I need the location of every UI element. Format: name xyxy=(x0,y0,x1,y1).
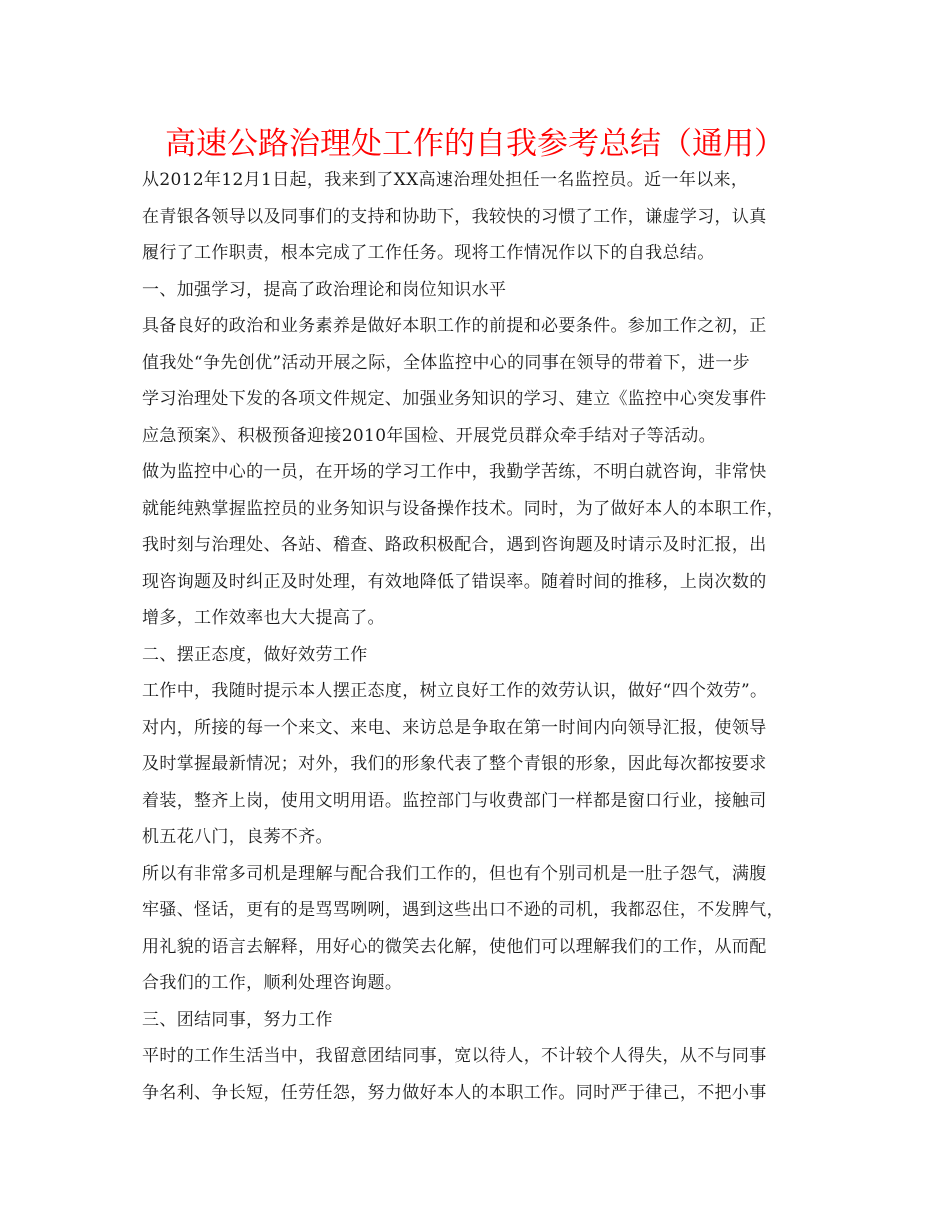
paragraph-line: 学习治理处下发的各项文件规定、加强业务知识的学习、建立《监控中心突发事件 xyxy=(142,389,767,409)
paragraph-line: 从2012年12月1日起，我来到了XX高速治理处担任一名监控员。近一年以来， xyxy=(142,170,749,190)
paragraph-line: 应急预案》、积极预备迎接2010年国检、开展党员群众牵手结对子等活动。 xyxy=(142,425,717,446)
paragraph-line: 在青银各领导以及同事们的支持和协助下，我较快的习惯了工作，谦虚学习，认真 xyxy=(142,206,767,227)
paragraph-line: 着装，整齐上岗，使用文明用语。监控部门与收费部门一样都是窗口行业，接触司 xyxy=(142,790,767,811)
paragraph-line: 用礼貌的语言去解释，用好心的微笑去化解，使他们可以理解我们的工作，从而配 xyxy=(142,936,767,957)
paragraph-line: 我时刻与治理处、各站、稽查、路政积极配合，遇到咨询题及时请示及时汇报，出 xyxy=(142,535,767,555)
paragraph-line: 及时掌握最新情况；对外，我们的形象代表了整个青银的形象，因此每次都按要求 xyxy=(142,754,767,774)
paragraph-line: 牢骚、怪话，更有的是骂骂咧咧，遇到这些出口不逊的司机，我都忍住，不发脾气， xyxy=(142,900,784,920)
document-body xyxy=(142,162,832,1111)
section-heading: 三、团结同事，努力工作 xyxy=(142,1009,333,1030)
paragraph-line: 平时的工作生活当中，我留意团结同事，宽以待人，不计较个人得失，从不与同事 xyxy=(142,1046,767,1066)
paragraph-line: 就能纯熟掌握监控员的业务知识与设备操作技术。同时，为了做好本人的本职工作， xyxy=(142,498,784,519)
document-title: 高速公路治理处工作的自我参考总结（通用） xyxy=(165,126,785,162)
paragraph-line: 争名利、争长短，任劳任怨，努力做好本人的本职工作。同时严于律己，不把小事 xyxy=(142,1082,767,1103)
paragraph-line: 履行了工作职责，根本完成了工作任务。现将工作情况作以下的自我总结。 xyxy=(142,243,715,263)
paragraph-line: 所以有非常多司机是理解与配合我们工作的，但也有个别司机是一肚子怨气，满腹 xyxy=(142,863,767,884)
paragraph-line: 具备良好的政治和业务素养是做好本职工作的前提和必要条件。参加工作之初，正 xyxy=(142,316,767,336)
section-heading: 一、加强学习，提高了政治理论和岗位知识水平 xyxy=(142,279,507,300)
paragraph-line: 做为监控中心的一员，在开场的学习工作中，我勤学苦练，不明白就咨询，非常快 xyxy=(142,462,767,482)
paragraph-line: 合我们的工作，顺利处理咨询题。 xyxy=(142,973,403,993)
paragraph-line: 现咨询题及时纠正及时处理，有效地降低了错误率。随着时间的推移，上岗次数的 xyxy=(142,571,767,592)
paragraph-line: 值我处“争先创优”活动开展之际，全体监控中心的同事在领导的带着下，进一步 xyxy=(142,352,750,373)
paragraph-line: 增多，工作效率也大大提高了。 xyxy=(142,608,385,628)
paragraph-line: 对内，所接的每一个来文、来电、来访总是争取在第一时间内向领导汇报，使领导 xyxy=(142,717,767,738)
paragraph-line: 工作中，我随时提示本人摆正态度，树立良好工作的效劳认识，做好“四个效劳”。 xyxy=(142,681,768,701)
section-heading: 二、摆正态度，做好效劳工作 xyxy=(142,644,368,665)
paragraph-line: 机五花八门，良莠不齐。 xyxy=(142,827,333,847)
